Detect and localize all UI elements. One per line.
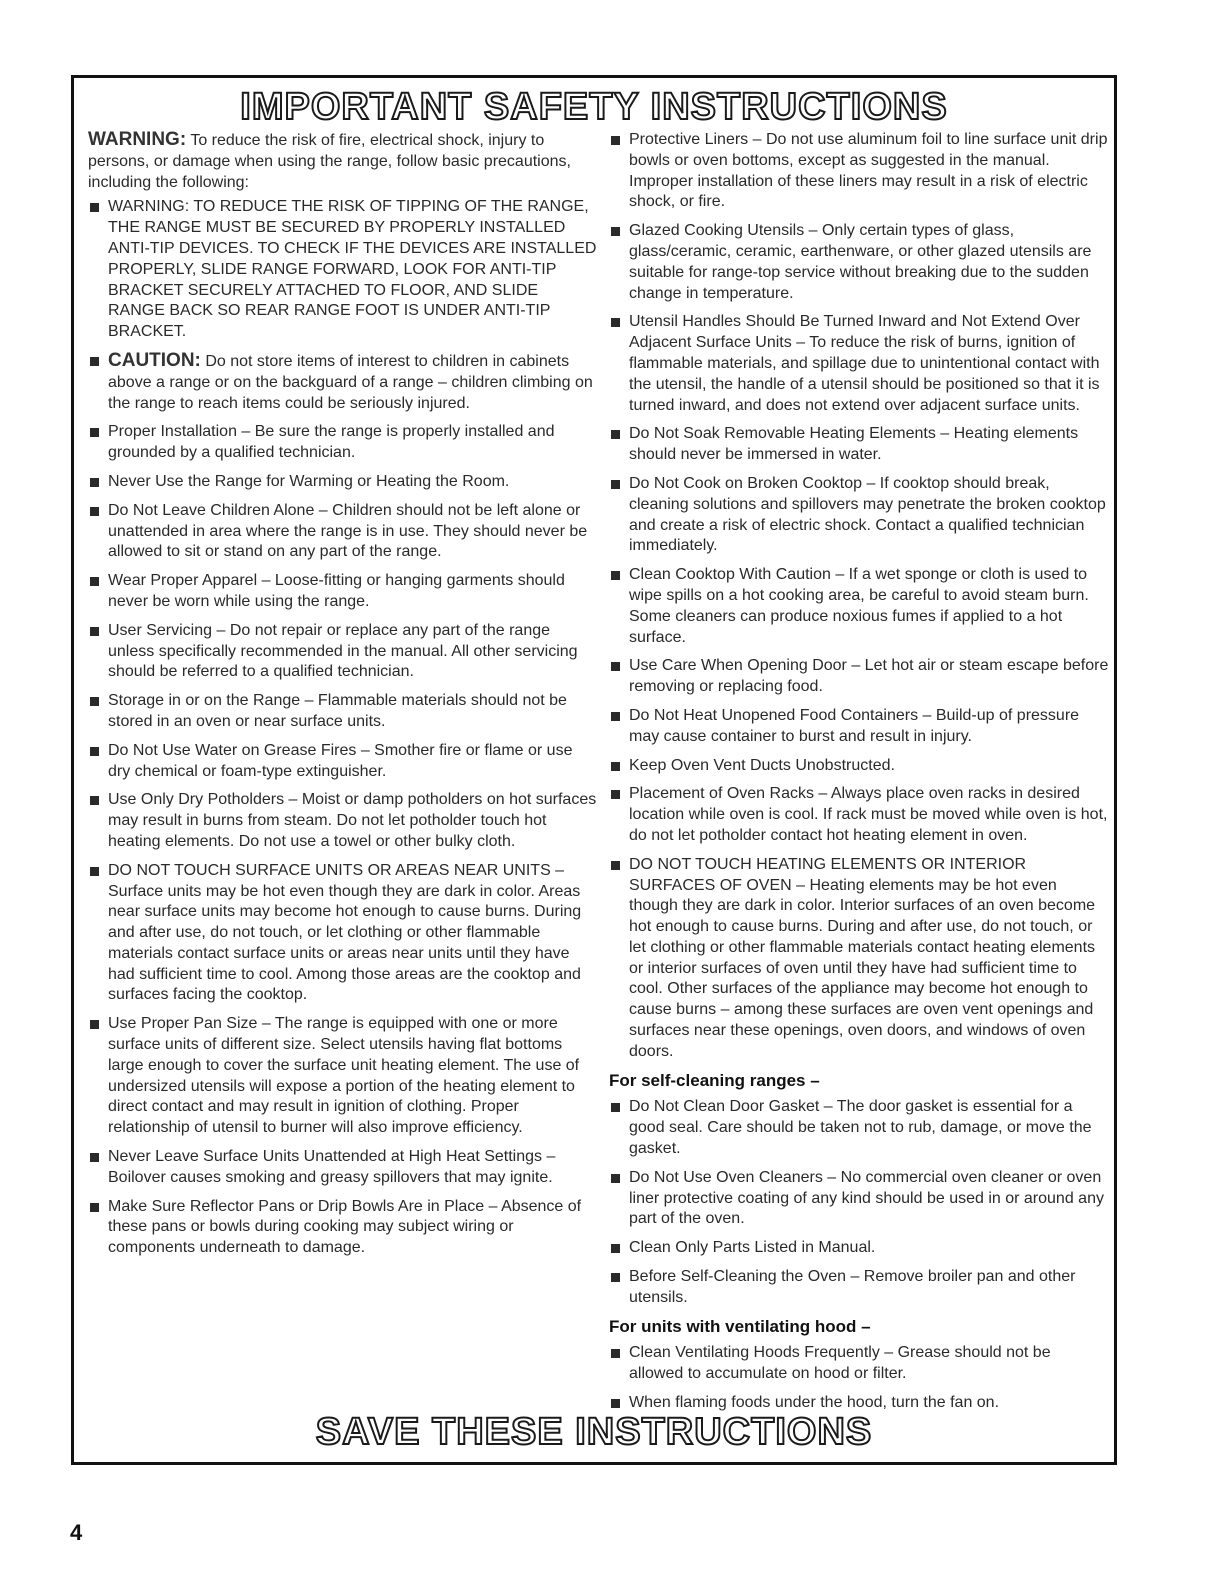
square-bullet-icon bbox=[90, 627, 99, 636]
list-item bbox=[88, 790, 598, 852]
square-bullet-icon bbox=[611, 430, 620, 439]
item-text: Wear Proper Apparel – Loose-fitting or hanging garments should never be worn while using the range. bbox=[108, 572, 565, 610]
list-item bbox=[88, 472, 598, 493]
square-bullet-icon bbox=[90, 1153, 99, 1162]
list-item bbox=[88, 197, 598, 343]
list-item bbox=[88, 422, 598, 464]
square-bullet-icon bbox=[90, 577, 99, 586]
list-item bbox=[88, 1147, 598, 1189]
square-bullet-icon bbox=[611, 571, 620, 580]
list-item bbox=[88, 501, 598, 563]
list-item bbox=[609, 1238, 1109, 1259]
list-item bbox=[88, 351, 598, 414]
square-bullet-icon bbox=[611, 1273, 620, 1282]
square-bullet-icon bbox=[90, 478, 99, 487]
item-text: Clean Ventilating Hoods Frequently – Grease should not be allowed to accumulate on hood or filter. bbox=[629, 1344, 1051, 1383]
item-text: User Servicing – Do not repair or replace any part of the range unless specifically recommended in the manual. All other servicing should be referred to a qualified technician. bbox=[108, 621, 578, 681]
item-text: WARNING: TO REDUCE THE RISK OF TIPPING OF THE RANGE, THE RANGE MUST BE SECURED BY PROPERLY INSTALLED ANTI-TIP DEVICES. TO CHECK IF THE DEVICES ARE INSTALLED PROPERLY, SLIDE RANGE FORWARD, LOOK FOR ANTI-TIP BRACKET SECURELY ATTACHED TO FLOOR, AND SLIDE RANGE BACK SO REAR RANGE FOOT IS UNDER ANTI-TIP BRACKET. bbox=[108, 198, 597, 341]
square-bullet-icon bbox=[90, 357, 99, 366]
list-item bbox=[609, 221, 1109, 304]
right-instruction-list bbox=[609, 130, 1109, 1063]
item-text: DO NOT TOUCH SURFACE UNITS OR AREAS NEAR UNITS – Surface units may be hot even though they are dark in color. Areas near surface units may become hot enough to cause burns. During and after use, do not touch, or let clothing or other flammable materials contact surface units or areas near units until they have had sufficient time to cool. Among those areas are the cooktop and surfaces facing the cooktop. bbox=[108, 861, 582, 1004]
right-column bbox=[609, 130, 1109, 1422]
item-text: Utensil Handles Should Be Turned Inward and Not Extend Over Adjacent Surface Units – To reduce the risk of burns, ignition of flammable materials, and spillage due to unintentional contact with the utensil, the handle of a utensil should be positioned so that it is turned inward, and does not extend over adjacent surface units. bbox=[629, 313, 1100, 414]
square-bullet-icon bbox=[90, 428, 99, 437]
list-item bbox=[609, 1097, 1109, 1159]
item-text: Use Care When Opening Door – Let hot air or steam escape before removing or replacing food. bbox=[629, 657, 1109, 696]
left-instruction-list bbox=[88, 197, 598, 1259]
warning-lead: WARNING: bbox=[88, 129, 187, 150]
list-item bbox=[609, 706, 1109, 748]
item-text: Clean Cooktop With Caution – If a wet sponge or cloth is used to wipe spills on a hot cooking area, be careful to avoid steam burn. Some cleaners can produce noxious fumes if applied to a hot surface. bbox=[629, 566, 1089, 646]
item-text: Use Proper Pan Size – The range is equipped with one or more surface units of different size. Select utensils having flat bottoms large enough to cover the surface unit heating element. The use of undersized utensils will expose a portion of the heating element to direct contact and may result in ignition of clothing. Proper relationship of utensil to burner will also improve efficiency. bbox=[108, 1015, 580, 1137]
square-bullet-icon bbox=[90, 697, 99, 706]
square-bullet-icon bbox=[611, 861, 620, 870]
list-item bbox=[609, 855, 1109, 1063]
page-number: 4 bbox=[70, 1520, 83, 1545]
list-item bbox=[609, 756, 1109, 777]
square-bullet-icon bbox=[611, 318, 620, 327]
item-text: Never Use the Range for Warming or Heating the Room. bbox=[108, 472, 510, 490]
list-item bbox=[88, 1197, 598, 1259]
item-text: Placement of Oven Racks – Always place oven racks in desired location while oven is cool. If rack must be moved while oven is hot, do not let potholder contact hot heating element in oven. bbox=[629, 785, 1108, 844]
left-column bbox=[88, 130, 598, 1267]
square-bullet-icon bbox=[90, 867, 99, 876]
list-item bbox=[88, 691, 598, 733]
item-text: Keep Oven Vent Ducts Unobstructed. bbox=[629, 756, 895, 774]
square-bullet-icon bbox=[611, 762, 620, 771]
square-bullet-icon bbox=[611, 136, 620, 145]
item-text: DO NOT TOUCH HEATING ELEMENTS OR INTERIOR SURFACES OF OVEN – Heating elements may be hot even though they are dark in color. Interior surfaces of an oven become hot enough to cause burns. During and after use, do not touch, or let clothing or other flammable materials contact heating elements or interior surfaces of oven until they have had sufficient time to cool. Other surfaces of the appliance may become hot enough to cause burns – among these surfaces are oven vent openings and surfaces near these openings, oven doors, and windows of oven doors. bbox=[629, 855, 1096, 1060]
item-text: Do Not Use Oven Cleaners – No commercial oven cleaner or oven liner protective coating of any kind should be used in or around any part of the oven. bbox=[629, 1168, 1104, 1228]
item-text: Do Not Use Water on Grease Fires – Smother fire or flame or use dry chemical or foam-type extinguisher. bbox=[108, 741, 573, 780]
square-bullet-icon bbox=[611, 790, 620, 799]
square-bullet-icon bbox=[611, 1399, 620, 1408]
square-bullet-icon bbox=[611, 712, 620, 721]
item-text: Make Sure Reflector Pans or Drip Bowls Are in Place – Absence of these pans or bowls during cooking may subject wiring or components underneath to damage. bbox=[108, 1197, 582, 1257]
list-item bbox=[609, 424, 1109, 466]
item-text: Protective Liners – Do not use aluminum foil to line surface unit drip bowls or oven bottoms, except as suggested in the manual. Improper installation of these liners may result in a risk of electric shock, or fire. bbox=[629, 131, 1108, 211]
square-bullet-icon bbox=[611, 662, 620, 671]
square-bullet-icon bbox=[90, 796, 99, 805]
item-text: Before Self-Cleaning the Oven – Remove broiler pan and other utensils. bbox=[629, 1268, 1076, 1306]
item-text: Never Leave Surface Units Unattended at High Heat Settings – Boilover causes smoking and greasy spillovers that may ignite. bbox=[108, 1148, 556, 1186]
list-item bbox=[609, 565, 1109, 648]
square-bullet-icon bbox=[90, 203, 99, 212]
ventilating-heading: For units with ventilating hood – bbox=[609, 1316, 871, 1336]
square-bullet-icon bbox=[611, 480, 620, 489]
item-text: Use Only Dry Potholders – Moist or damp potholders on hot surfaces may result in burns from steam. Do not let potholder touch hot heating elements. Do not use a towel or other bulky cloth. bbox=[108, 791, 597, 850]
page-title: IMPORTANT SAFETY INSTRUCTIONS bbox=[240, 86, 948, 128]
square-bullet-icon bbox=[611, 1103, 620, 1112]
list-item bbox=[88, 741, 598, 783]
square-bullet-icon bbox=[611, 227, 620, 236]
list-item bbox=[88, 861, 598, 1007]
item-text: Do not store items of interest to children in cabinets above a range or on the backguard of a range – children climbing on the range to reach items could be seriously injured. bbox=[108, 352, 593, 412]
list-item bbox=[609, 130, 1109, 213]
list-item bbox=[609, 1267, 1109, 1309]
warning-text: To reduce the risk of fire, electrical shock, injury to persons, or damage when using the range, follow basic precautions, including the following: bbox=[88, 132, 571, 191]
self-cleaning-list bbox=[609, 1097, 1109, 1308]
square-bullet-icon bbox=[611, 1174, 620, 1183]
square-bullet-icon bbox=[90, 747, 99, 756]
square-bullet-icon bbox=[611, 1244, 620, 1253]
list-item bbox=[609, 474, 1109, 557]
list-item bbox=[609, 784, 1109, 846]
list-item bbox=[88, 621, 598, 683]
item-text: Glazed Cooking Utensils – Only certain types of glass, glass/ceramic, ceramic, earthenware, or other glazed utensils are suitable for range-top service without breaking due to the sudden change in temperature. bbox=[629, 222, 1092, 302]
item-text: Proper Installation – Be sure the range is properly installed and grounded by a qualified technician. bbox=[108, 423, 555, 462]
item-text: Do Not Leave Children Alone – Children should not be left alone or unattended in area where the range is in use. They should never be allowed to sit or stand on any part of the range. bbox=[108, 501, 588, 561]
list-item bbox=[88, 571, 598, 613]
list-item bbox=[609, 312, 1109, 416]
save-instructions-title: SAVE THESE INSTRUCTIONS bbox=[315, 1411, 873, 1453]
list-item bbox=[88, 1014, 598, 1139]
item-text: Clean Only Parts Listed in Manual. bbox=[629, 1239, 876, 1257]
list-item bbox=[609, 1168, 1109, 1230]
square-bullet-icon bbox=[90, 1203, 99, 1212]
safety-instructions-box bbox=[71, 75, 1117, 1465]
item-text: Do Not Soak Removable Heating Elements – Heating elements should never be immersed in water. bbox=[629, 425, 1079, 464]
item-text: Do Not Cook on Broken Cooktop – If cooktop should break, cleaning solutions and spillovers may penetrate the broken cooktop and create a risk of electric shock. Contact a qualified technician immediately. bbox=[629, 474, 1106, 555]
self-cleaning-heading: For self-cleaning ranges – bbox=[609, 1070, 820, 1090]
warning-intro bbox=[88, 130, 598, 193]
item-lead: CAUTION: bbox=[108, 349, 201, 371]
list-item bbox=[609, 656, 1109, 698]
item-text: When flaming foods under the hood, turn the fan on. bbox=[629, 1394, 1000, 1412]
square-bullet-icon bbox=[90, 507, 99, 516]
item-text: Do Not Clean Door Gasket – The door gasket is essential for a good seal. Care should be taken not to rub, damage, or move the gasket. bbox=[629, 1098, 1092, 1158]
item-text: Do Not Heat Unopened Food Containers – Build-up of pressure may cause container to burst and result in injury. bbox=[629, 706, 1080, 745]
list-item bbox=[609, 1343, 1109, 1385]
ventilating-list bbox=[609, 1343, 1109, 1413]
square-bullet-icon bbox=[90, 1020, 99, 1029]
square-bullet-icon bbox=[611, 1349, 620, 1358]
item-text: Storage in or on the Range – Flammable materials should not be stored in an oven or near surface units. bbox=[108, 692, 567, 730]
